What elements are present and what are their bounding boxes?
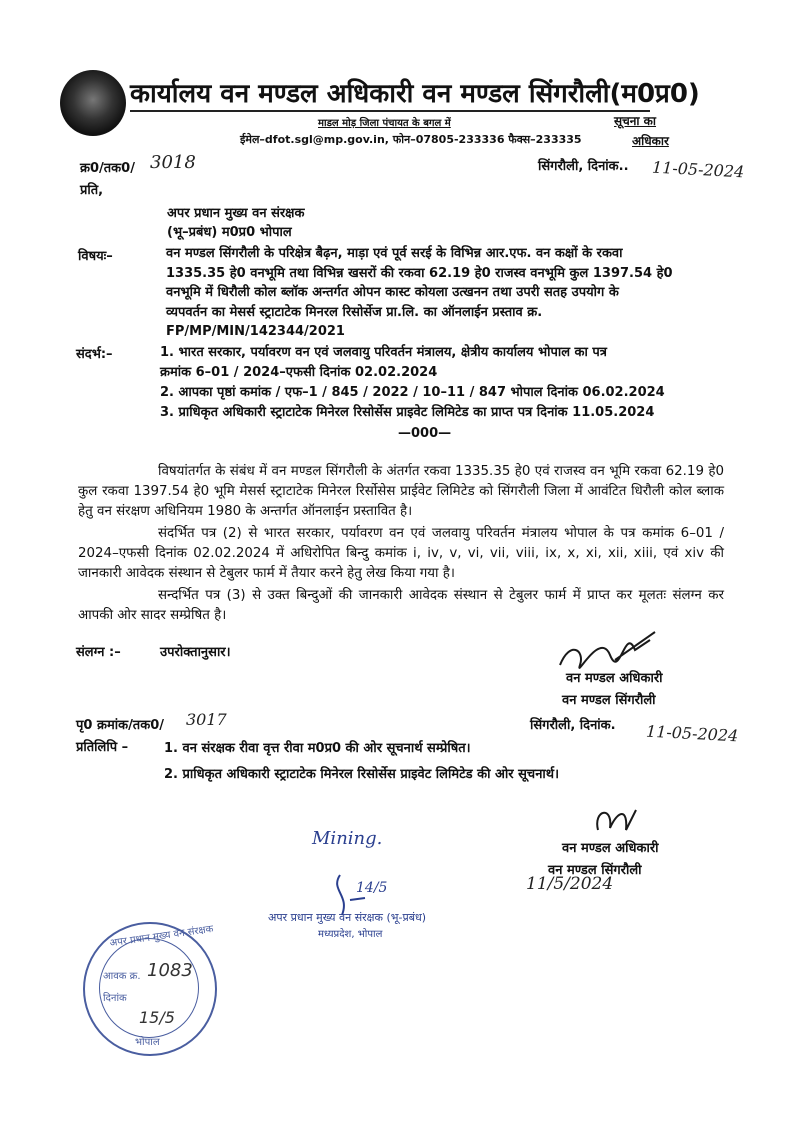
recipient-line-2: (भू–प्रबंध) म0प्र0 भोपाल <box>167 225 292 240</box>
body-paragraph-2: संदर्भित पत्र (2) से भारत सरकार, पर्यावरण वन एवं जलवायु परिवर्तन मंत्रालय भोपाल के पत्र कमांक 6–01 / 2024–एफसी दिनांक 02.02.2024 में अधिरोपित बिन्दु कमांक i, iv, v, vi, vii, viii, ix, x, xi, xii, xiii, एवं xiv की जानकारी आवेदक संस्थान से टेबुलर फार्म में तैयार करने हेतु लेख किया गया है। <box>78 526 724 581</box>
subject-line: व्यपवर्तन का मेसर्स स्ट्राटाटेक मिनरल रिसोर्सेज प्रा.लि. का ऑनलाईन प्रस्ताव क्र. <box>166 304 543 320</box>
signatory-designation-2: वन मण्डल अधिकारी <box>562 841 659 856</box>
body-paragraph-1: विषयांतर्गत के संबंध में वन मण्डल सिंगरौली के अंतर्गत रकवा 1335.35 हे0 एवं राजस्व वन भूमि रकवा 62.19 हे0 कुल रकवा 1397.54 हे0 भूमि मेसर्स स्ट्राटाटेक मिनेरल रिर्सोसेस प्राईवेट लिमिटेड को सिंगरौली जिला में आवंटित धिरौली कोल ब्लाक हेतु वन संरक्षण अधिनियम 1980 के अन्तर्गत ऑनलाईन प्रस्तावित है। <box>78 464 724 519</box>
enclosure-label: संलग्न :– <box>76 645 121 660</box>
rti-label-2: अधिकार <box>632 134 669 148</box>
subject-line: वन मण्डल सिंगरौली के परिक्षेत्र बैढ़न, माड़ा एवं पूर्व सरई के विभिन्न आर.एफ. वन कक्षों के रकवा <box>166 246 623 261</box>
enclosure-value: उपरोक्तानुसार। <box>160 645 231 660</box>
copy-ref-label: पृ0 क्रमांक/तक0/ <box>76 718 164 733</box>
reference-item: 3. प्राधिकृत अधिकारी स्ट्राटाटेक मिनेरल रिसोर्सेस प्राइवेट लिमिटेड का प्राप्त पत्र दिनांक 11.05.2024 <box>160 405 655 420</box>
to-label: प्रति, <box>80 183 104 198</box>
reference-item: क्रमांक 6–01 / 2024–एफसी दिनांक 02.02.2024 <box>160 365 438 380</box>
letter-date-handwritten: 11-05-2024 <box>651 157 745 182</box>
pccf-stamp-line-1: अपर प्रधान मुख्य वन संरक्षक (भू-प्रबंध) <box>268 911 427 924</box>
letter-place-date-label: सिंगरौली, दिनांक.. <box>538 159 629 174</box>
copy-label: प्रतिलिपि – <box>76 740 129 755</box>
recipient-line-1: अपर प्रधान मुख्य वन संरक्षक <box>167 206 305 221</box>
seal-bottom-text: भोपाल <box>135 1037 160 1048</box>
reference-item: 1. भारत सरकार, पर्यावरण वन एवं जलवायु परिवर्तन मंत्रालय, क्षेत्रीय कार्यालय भोपाल का पत्र <box>160 345 607 360</box>
subject-label: विषयः– <box>78 249 113 264</box>
office-contact: ईमेल–dfot.sgl@mp.gov.in, फोन–07805-233336 फैक्स–233335 <box>240 133 582 146</box>
separator: —000— <box>398 426 452 441</box>
mining-note-handwritten: Mining. <box>312 828 383 849</box>
rti-label: सूचना का <box>614 114 657 128</box>
letter-number-label: क्र0/तक0/ <box>80 161 135 176</box>
copy-date-handwritten: 11-05-2024 <box>645 721 739 746</box>
pccf-stamp-line-2: मध्यप्रदेश, भोपाल <box>318 929 383 940</box>
copy-place-date-label: सिंगरौली, दिनांक. <box>530 718 616 733</box>
signature-date-handwritten: 11/5/2024 <box>526 874 614 894</box>
letter-number-handwritten: 3018 <box>150 152 196 173</box>
office-address: माडल मोड़ जिला पंचायत के बगल में <box>318 118 451 129</box>
subject-line: FP/MP/MIN/142344/2021 <box>166 324 345 339</box>
subject-line: 1335.35 हे0 वनभूमि तथा विभिन्न खसरों की रकवा 62.19 हे0 राजस्व वनभूमि कुल 1397.54 हे0 <box>166 265 673 281</box>
body-paragraph-3: सन्दर्भित पत्र (3) से उक्त बिन्दुओं की जानकारी आवेदक संस्थान से टेबुलर फार्म में प्राप्त कर मूलतः संलग्न कर आपकी ओर सादर सम्प्रेषित है। <box>78 588 724 623</box>
inward-seal-stamp <box>83 922 217 1056</box>
seal-inward-label: आवक क्र. <box>103 971 141 982</box>
copy-ref-handwritten: 3017 <box>186 710 227 729</box>
seal-date-value: 15/5 <box>139 1008 175 1027</box>
signatory-office-2: वन मण्डल सिंगरौली <box>548 863 642 878</box>
title-underline <box>130 110 650 112</box>
signatory-designation-1: वन मण्डल अधिकारी <box>566 671 663 686</box>
reference-item: 2. आपका पृष्ठां कमांक / एफ–1 / 845 / 2022 / 10–11 / 847 भोपाल दिनांक 06.02.2024 <box>160 385 665 400</box>
copy-item: 1. वन संरक्षक रीवा वृत्त रीवा म0प्र0 की ओर सूचनार्थ सम्प्रेषित। <box>164 741 471 756</box>
signatory-office-1: वन मण्डल सिंगरौली <box>562 693 656 708</box>
pccf-initial-date: 14/5 <box>356 880 388 896</box>
officer-signature-1 <box>555 620 665 675</box>
officer-signature-2 <box>588 800 648 840</box>
reference-block <box>160 343 665 423</box>
seal-date-label: दिनांक <box>103 993 127 1004</box>
copy-list <box>164 736 559 788</box>
government-emblem <box>60 70 126 136</box>
subject-block <box>166 244 673 342</box>
subject-line: वनभूमि में धिरौली कोल ब्लॉक अन्तर्गत ओपन कास्ट कोयला उत्खनन तथा उपरी सतह उपयोग के <box>166 285 619 300</box>
reference-label: संदर्भ:– <box>76 347 113 362</box>
seal-inward-number: 1083 <box>147 960 193 981</box>
seal-ring-text: अपर प्रधान मुख्य वन संरक्षक <box>108 923 215 950</box>
copy-item: 2. प्राधिकृत अधिकारी स्ट्राटाटेक मिनेरल रिसोर्सेस प्राइवेट लिमिटेड की ओर सूचनार्थ। <box>164 767 560 782</box>
office-title: कार्यालय वन मण्डल अधिकारी वन मण्डल सिंगरौली(म0प्र0) <box>130 79 700 109</box>
